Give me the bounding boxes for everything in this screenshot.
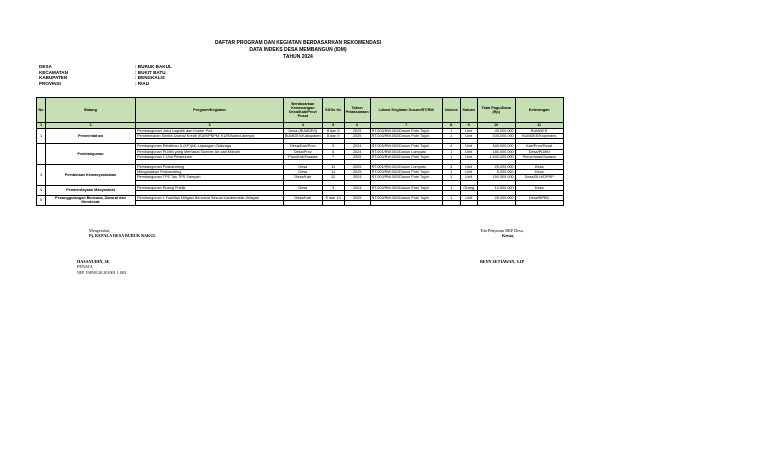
meta-row-provinsi: [39, 81, 172, 87]
meta-label: KECAMATAN: [39, 69, 68, 75]
empty-cell: [442, 201, 460, 206]
lokasi-cell: RT.001/RW.001/Dusun Lompatu: [370, 165, 442, 170]
sdgs-cell: 12: [322, 175, 344, 180]
signature-right: [480, 228, 524, 264]
keterangan-cell: Kab/Prov/Pusat: [515, 144, 563, 149]
program-cell: Mengadakan Posbandring: [136, 170, 284, 175]
bidang-cell: Penanggulangan Bencana, Darurat dan Mendesak: [46, 195, 136, 205]
empty-cell: [284, 201, 323, 206]
volume-cell: 4: [442, 144, 460, 149]
lokasi-cell: RT.001/RW.001/Dusun Lompatu: [370, 149, 442, 154]
volume-cell: 1: [442, 170, 460, 175]
col-header-satuan: Satuan: [460, 98, 477, 123]
empty-cell: [477, 201, 515, 206]
tahun-cell: 2025: [344, 134, 370, 139]
sdgs-cell: 8 dan 9: [322, 134, 344, 139]
col-header-sdgs: SDGs Ke: [322, 98, 344, 123]
volume-cell: 1: [442, 129, 460, 134]
volume-cell: 1: [442, 154, 460, 159]
pagu-cell: 340.000.000: [477, 144, 515, 149]
volume-cell: 4: [442, 165, 460, 170]
meta-value: : BUKIT BATU: [135, 69, 166, 75]
no-cell: 3: [37, 165, 46, 186]
lokasi-cell: RT.003/RW.002/Dusun Putri Tujuh: [370, 134, 442, 139]
col-index: 8: [442, 123, 460, 129]
col-index: 9: [460, 123, 477, 129]
doc-title-line2: DATA INDEKS DESA MEMBANGUN (IDM): [249, 47, 347, 53]
col-index: 7: [370, 123, 442, 129]
kewenangan-cell: Desa/Kab: [284, 195, 323, 200]
pagu-cell: 25.000.000: [477, 195, 515, 200]
keterangan-cell: Desa: [515, 165, 563, 170]
volume-cell: 1: [442, 175, 460, 180]
empty-cell: [136, 201, 284, 206]
tahun-cell: 2025: [344, 154, 370, 159]
sdgs-cell: 3: [322, 144, 344, 149]
program-cell: Pembangunan 1 Unit Pelabuhan: [136, 154, 284, 159]
satuan-cell: Unit: [460, 154, 477, 159]
kewenangan-cell: Desa: [284, 185, 323, 190]
doc-title-line1: DAFTAR PROGRAM DAN KEGIATAN BERDASARKAN REKOMENDASI: [214, 40, 382, 46]
kewenangan-cell: Prov/Kab/Swasta: [284, 154, 323, 159]
meta-value: : RIAU: [135, 80, 150, 86]
no-cell: 4: [37, 185, 46, 195]
lokasi-cell: RT.003/RW.002/Dusun Putri Tujuh: [370, 170, 442, 175]
lokasi-cell: RT.003/RW.002/Dusun Putri Tujuh: [370, 185, 442, 190]
kewenangan-cell: BUMDES/Kabupaten: [285, 134, 321, 139]
col-header-kewenangan: Berdasarkan Kewenangan Desa/Kab/Prov/ Pusat: [284, 98, 323, 123]
kewenangan-cell: Desa/Kab: [284, 175, 323, 180]
meta-label: PROVINSI: [39, 80, 61, 86]
program-cell: Pembentukan Sentra Usaha/ Kredit (KUR/PNPM, KUR/Bank/Lainnya): [136, 134, 284, 139]
sdgs-cell: 6: [322, 149, 344, 154]
program-cell: Pembangunan Ruang Publik: [136, 185, 284, 190]
sdgs-cell: 3: [322, 185, 344, 190]
empty-cell: [322, 201, 344, 206]
tahun-cell: 2025: [344, 129, 370, 134]
kewenangan-cell: Desa (BUMDES): [284, 129, 323, 134]
col-index: 3: [136, 123, 284, 129]
volume-cell: 1: [442, 134, 460, 139]
keterangan-cell: Desa/BPBD: [515, 195, 563, 200]
signature-left: [77, 228, 157, 275]
program-cell: Pembangunan PLMM yang Memakai Sumber Air dari Mikrohl: [136, 149, 284, 154]
kewenangan-cell: Desa: [284, 165, 323, 170]
col-index: 6: [344, 123, 370, 129]
sdgs-cell: 11: [322, 165, 344, 170]
pagu-cell: 5.000.000: [477, 170, 515, 175]
pagu-cell: 25.000.000: [477, 165, 515, 170]
sig-left-rank: PENATA: [77, 264, 93, 270]
col-header-tahun: Tahun Pelaksanaan: [344, 98, 370, 123]
pagu-cell: 150.000.000: [477, 175, 515, 180]
program-cell: Pembangunan Pelatihan & (KP)(M) Lapangan Olahraga: [136, 144, 284, 149]
satuan-cell: Orang: [460, 185, 477, 190]
volume-cell: 1: [442, 195, 460, 200]
keterangan-cell: Desa: [515, 185, 563, 190]
program-cell: Pembangunan 1 Fasilitas Mitigasi Bencana Sesuai Karakteristik Wilayah: [136, 195, 284, 200]
kewenangan-cell: Desa: [284, 170, 323, 175]
satuan-cell: Unit: [460, 149, 477, 154]
tahun-cell: 2024: [344, 175, 370, 180]
meta-label: DESA: [39, 64, 52, 69]
volume-cell: 1: [442, 149, 460, 154]
empty-cell: [460, 201, 477, 206]
sig-left-nip: NIP. 19850120 201001 1 002: [77, 269, 127, 275]
sdgs-cell: 9 dan 13: [322, 195, 344, 200]
sig-right-line1: Tim Penyusun RKP Desa,: [480, 228, 524, 233]
meta-value: : BURUK BAKUL: [135, 64, 172, 69]
sig-right-name: BENY SETIAWAN, S.IP: [480, 258, 525, 264]
sdgs-cell: 7: [322, 154, 344, 159]
col-index: 4: [284, 123, 323, 129]
keterangan-cell: Desa: [515, 170, 563, 175]
col-header-lokasi: Lokasi Kegiatan Dusun/RT/RW: [370, 98, 442, 123]
meta-value: : BENGKALIS: [135, 75, 165, 81]
doc-title-year: TAHUN 2024: [283, 54, 313, 60]
table-header-row: [37, 98, 564, 123]
no-cell: 1: [37, 129, 46, 144]
col-index: 2: [46, 123, 136, 129]
empty-cell: [344, 201, 370, 206]
meta-label: KABUPATEN: [39, 75, 68, 81]
col-header-no: No: [37, 98, 46, 123]
tahun-cell: 2025: [344, 195, 370, 200]
sig-left-title: Pj. KEPALA DESA BURUK BAKUL: [89, 233, 157, 239]
table-body: [37, 129, 564, 206]
bidang-cell: Pembinaan Kemasyarakatan: [46, 165, 136, 186]
lokasi-cell: RT.003/RW.002/Dusun Putri Tujuh: [370, 175, 442, 180]
program-cell: Pembangunan Posbandring: [136, 165, 284, 170]
sdgs-cell: 8 dan 9: [322, 129, 344, 134]
bidang-cell: Pemerintahan: [46, 129, 136, 144]
no-cell: 5: [37, 195, 46, 205]
empty-cell: [370, 201, 442, 206]
sig-left-line1: Mengetahui,: [89, 228, 111, 233]
pagu-cell: 100.000.000: [477, 134, 515, 139]
pagu-cell: 10.000.000: [477, 185, 515, 190]
satuan-cell: Unit: [460, 175, 477, 180]
satuan-cell: Unit: [460, 195, 477, 200]
tahun-cell: 2024: [344, 185, 370, 190]
col-header-program: Program/Kegiatan: [136, 98, 284, 123]
kewenangan-cell: Desa/Prov: [284, 149, 323, 154]
sdgs-cell: 11: [322, 170, 344, 175]
col-header-pagu: Total Pagu/Dana (Rp): [477, 98, 515, 123]
no-cell: [37, 144, 46, 165]
satuan-cell: Unit: [460, 134, 477, 139]
keterangan-cell: BUMDES/Kopimdes: [515, 134, 563, 139]
tahun-cell: 2024: [344, 144, 370, 149]
keterangan-cell: Desa/DLH/DPRP: [515, 175, 563, 180]
program-cell: Pembangunan TPS Tak TPS Sampah: [136, 175, 284, 180]
pagu-cell: 1.400.000.000: [477, 154, 515, 159]
col-index: 11: [515, 123, 563, 129]
keterangan-cell: Pemerintah/Swasta: [515, 154, 563, 159]
col-header-volume: Volume: [442, 98, 460, 123]
program-table: [36, 97, 564, 206]
tahun-cell: 2024: [344, 149, 370, 154]
location-meta: [39, 64, 172, 86]
empty-cell: [515, 201, 563, 206]
program-cell: Pembangunan Jalur Logistik dan Konter Pos: [136, 129, 284, 134]
col-index: 10: [477, 123, 515, 129]
satuan-cell: Unit: [460, 144, 477, 149]
tahun-cell: 2025: [344, 165, 370, 170]
tahun-cell: 2025: [344, 170, 370, 175]
col-index: 1: [37, 123, 46, 129]
bidang-cell: Pemberdayaan Masyarakat: [46, 185, 136, 195]
kewenangan-cell: Desa/Kab/Prov: [284, 144, 323, 149]
satuan-cell: Unit: [460, 165, 477, 170]
lokasi-cell: RT.003/RW.002/Dusun Putri Tujuh: [370, 144, 442, 149]
col-header-keterangan: Keterangan: [515, 98, 563, 123]
pagu-cell: 45.000.000: [477, 129, 515, 134]
satuan-cell: Unit: [460, 129, 477, 134]
bidang-cell: Pembangunan: [46, 144, 136, 165]
keterangan-cell: Desa/PLMM: [515, 149, 563, 154]
keterangan-cell: BUMDES: [515, 129, 563, 134]
lokasi-cell: RT.003/RW.002/Dusun Putri Tujuh: [370, 195, 442, 200]
sig-right-title: Ketua,: [502, 233, 514, 239]
lokasi-cell: RT.003/RW.002/Dusun Putri Tujuh: [370, 154, 442, 159]
col-index: 5: [322, 123, 344, 129]
col-header-bidang: Bidang: [46, 98, 136, 123]
pagu-cell: 180.000.000: [477, 149, 515, 154]
volume-cell: 1: [442, 185, 460, 190]
satuan-cell: Unit: [460, 170, 477, 175]
lokasi-cell: RT.003/RW.002/Dusun Putri Tujuh: [370, 129, 442, 134]
sig-left-name: HASANUDIN, SE: [77, 258, 110, 264]
